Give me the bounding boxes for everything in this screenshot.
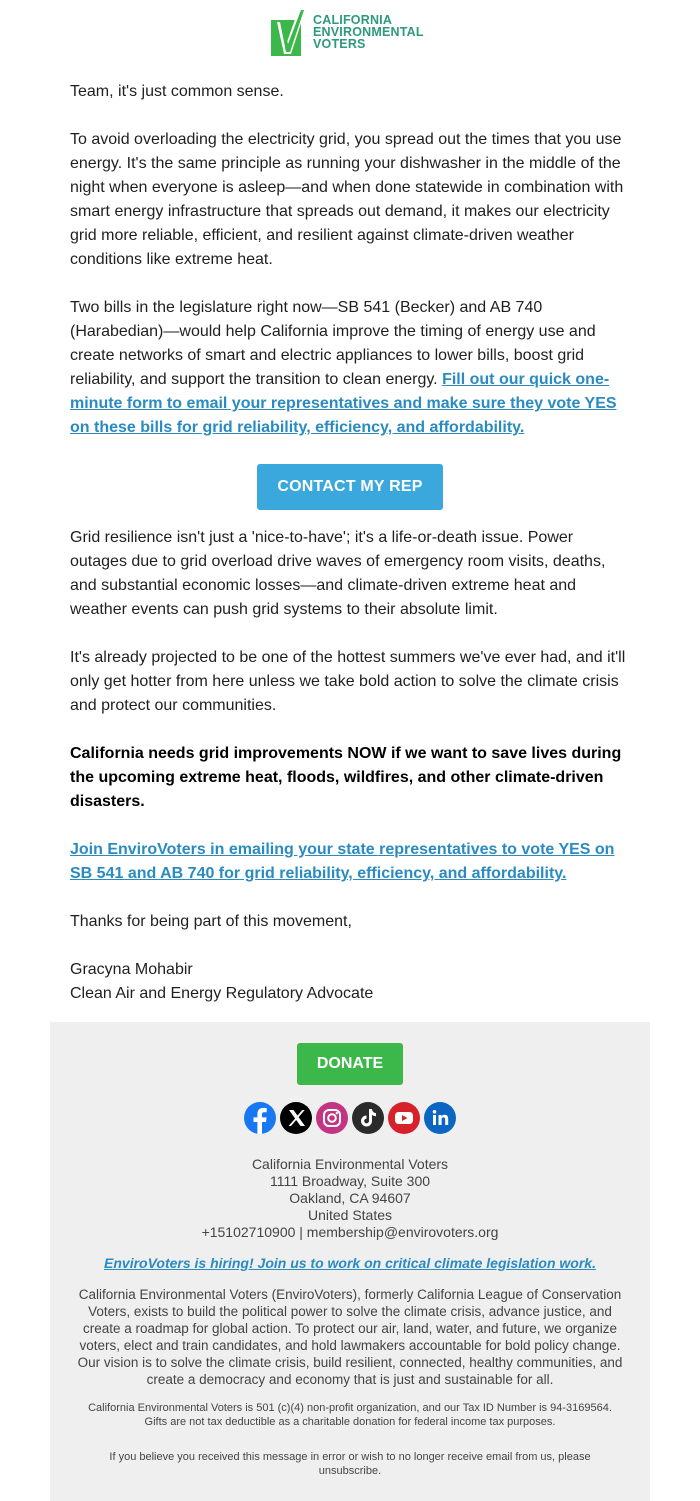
checkmark-logo-icon (271, 8, 309, 56)
paragraph-2 (70, 296, 630, 440)
logo-line-2: ENVIRONMENTAL (313, 25, 424, 39)
email-reps-form-link[interactable]: Fill out our quick one-minute form to email your representatives and make sure they vote YES on these bills for grid reliability, efficiency, and affordability. (70, 371, 617, 436)
paragraph-5-bold: California needs grid improvements NOW if we want to save lives during the upcoming extreme heat, floods, wildfires, and other climate-driven disasters. (70, 745, 622, 810)
hiring-notice (50, 1255, 650, 1271)
greeting: Team, it's just common sense. (70, 83, 284, 100)
contact-info: +15102710900 | membership@envirovoters.org (201, 1224, 499, 1240)
closing: Thanks for being part of this movement, (70, 913, 352, 930)
logo-wordmark (313, 14, 424, 50)
street-address: 1111 Broadway, Suite 300 (269, 1173, 431, 1189)
paragraph-1: To avoid overloading the electricity grid, you spread out the times that you use energy. It's the same principle as running your dishwasher in the middle of the night when everyone is asleep—and when done statewide in combination with smart energy infrastructure that spreads out demand, it makes our electricity grid more reliable, efficient, and resilient against climate-driven weather conditions like extreme heat. (70, 131, 624, 268)
linkedin-icon[interactable] (424, 1102, 456, 1134)
unsubscribe-notice (80, 1450, 620, 1478)
youtube-icon[interactable] (388, 1102, 420, 1134)
facebook-icon[interactable] (244, 1102, 276, 1134)
contact-my-rep-button[interactable]: CONTACT MY REP (257, 464, 442, 510)
logo-line-1: CALIFORNIA (313, 13, 393, 27)
unsubscribe-text: If you believe you received this message in error or wish to no longer receive email from us, please (109, 1451, 591, 1463)
tiktok-icon[interactable] (352, 1102, 384, 1134)
paragraph-4: It's already projected to be one of the hottest summers we've ever had, and it'll only get hotter from here unless we take bold action to solve the climate crisis and protect our communities. (70, 649, 626, 714)
paragraph-2-text: Two bills in the legislature right now—SB 541 (Becker) and AB 740 (Harabedian)—would help California improve the timing of energy use and create networks of smart and electric appliances to lower bills, boost grid reliability, and support the transition to clean energy. (70, 299, 596, 388)
cta-wrapper (70, 464, 630, 510)
logo[interactable] (271, 8, 424, 56)
join-envirovoters-link[interactable]: Join EnviroVoters in emailing your state representatives to vote YES on SB 541 and AB 740 for grid reliability, efficiency, and affordability. (70, 841, 615, 882)
social-links (244, 1102, 456, 1136)
donate-button[interactable]: DONATE (297, 1043, 403, 1085)
paragraph-3: Grid resilience isn't just a 'nice-to-have'; it's a life-or-death issue. Power outages due to grid overload drive waves of emergency room visits, deaths, and substantial economic losses—and climate-driven extreme heat and weather events can push grid systems to their absolute limit. (70, 529, 606, 618)
signature-title: Clean Air and Energy Regulatory Advocate (70, 985, 374, 1002)
paragraph-6 (70, 838, 630, 886)
instagram-icon[interactable] (316, 1102, 348, 1134)
signature (70, 958, 630, 1006)
tax-line-2: Gifts are not tax deductible as a charitable donation for federal income tax purposes. (144, 1416, 556, 1428)
tax-line-1: California Environmental Voters is 501 (c)(4) non-profit organization, and our Tax ID Number is 94-3169564. (88, 1402, 612, 1414)
signature-name: Gracyna Mohabir (70, 961, 193, 978)
hiring-link[interactable]: EnviroVoters is hiring! Join us to work on critical climate legislation work. (104, 1255, 596, 1271)
tax-disclaimer (60, 1401, 640, 1429)
city-state-zip: Oakland, CA 94607 (289, 1190, 411, 1206)
unsubscribe-period: . (378, 1465, 382, 1477)
x-icon[interactable] (280, 1102, 312, 1134)
email-body (70, 80, 630, 1006)
country: United States (307, 1207, 393, 1223)
org-name: California Environmental Voters (251, 1156, 449, 1172)
unsubscribe-link[interactable]: unsubscribe (318, 1465, 379, 1477)
logo-line-3: VOTERS (313, 37, 366, 51)
about-envirovoters: California Environmental Voters (EnviroVoters), formerly California League of Conservation Voters, exists to build the political power to solve the climate crisis, advance justice, and create a roadmap for global action. To protect our air, land, water, and future, we organize voters, elect and train candidates, and hold lawmakers accountable for bold policy change. Our vision is to solve the climate crisis, build resilient, connected, healthy communities, and create a democracy and economy that is just and sustainable for all. (77, 1287, 623, 1387)
footer (50, 1022, 650, 1501)
mailing-address (50, 1156, 650, 1241)
